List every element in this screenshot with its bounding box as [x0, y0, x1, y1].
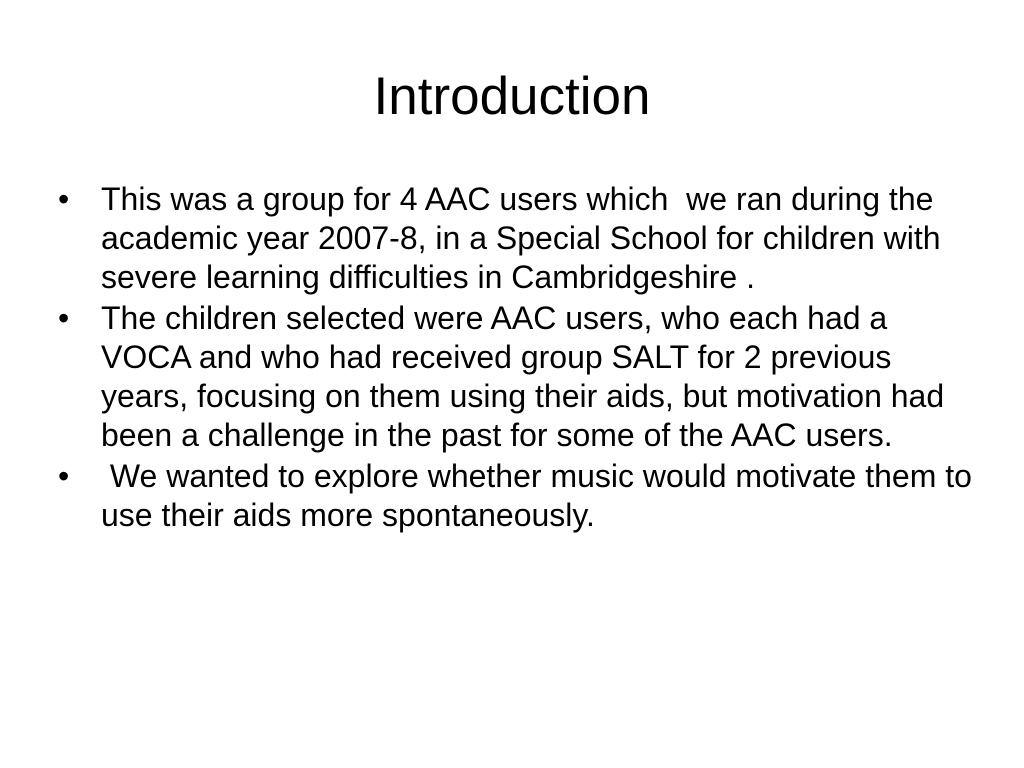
list-item	[58, 180, 978, 297]
bullet-icon: •	[58, 458, 70, 494]
bullet-text: We wanted to explore whether music would motivate them to use their aids more spontaneously.	[101, 458, 981, 533]
bullet-icon: •	[58, 300, 70, 336]
bullet-icon: •	[58, 181, 70, 217]
list-item	[58, 457, 981, 535]
bullet-text: This was a group for 4 AAC users which we ran during the academic year 2007-8, in a Special School for children with severe learning difficulties in Cambridgeshire .	[101, 181, 950, 295]
list-item	[58, 299, 978, 455]
bullet-text: The children selected were AAC users, who each had a VOCA and who had received group SALT for 2 previous years, focusing on them using their aids, but motivation had been a challenge in the past for some of the AAC users.	[101, 300, 954, 453]
slide-title: Introduction	[373, 67, 651, 126]
bullet-list	[58, 180, 981, 537]
